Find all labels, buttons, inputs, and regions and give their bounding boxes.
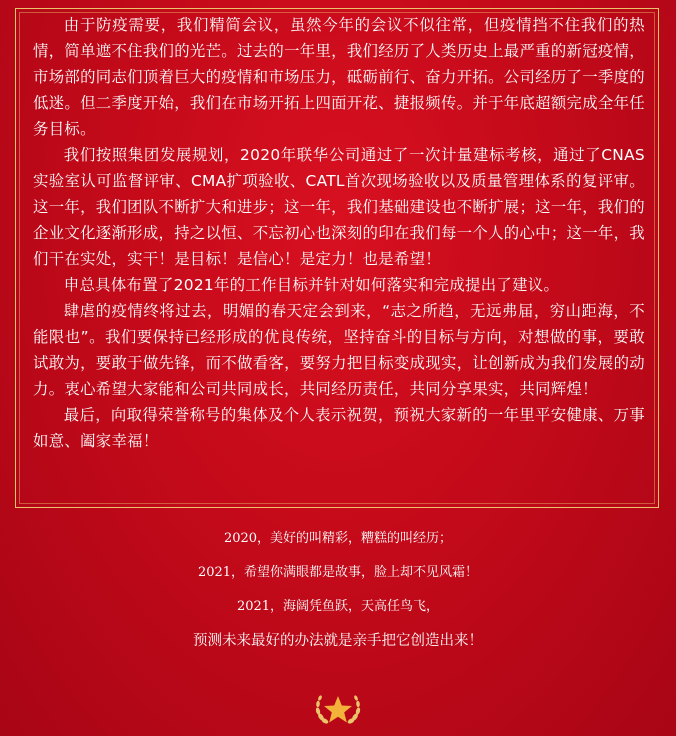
closing-line: 2020，美好的叫精彩，糟糕的叫经历； [223, 531, 453, 546]
article-paragraph: 最后，向取得荣誉称号的集体及个人表示祝贺，预祝大家新的一年里平安健康、万事如意、阖家幸福！ [33, 406, 645, 450]
closing-verses [0, 528, 676, 664]
closing-line: 2021，海阔凭鱼跃，天高任鸟飞， [236, 599, 440, 614]
star-laurel-icon [308, 690, 368, 730]
article-paragraph: 申总具体布置了2021年的工作目标并针对如何落实和完成提出了建议。 [63, 276, 560, 294]
closing-line: 2021，希望你满眼都是故事，脸上却不见风霜！ [197, 565, 479, 580]
closing-line: 预测未来最好的办法就是亲手把它创造出来！ [193, 633, 483, 649]
article-body [33, 12, 645, 454]
article-paragraph: 肆虐的疫情终将过去，明媚的春天定会到来，“志之所趋，无远弗届，穷山距海，不能限也”。我们要保持已经形成的优良传统，坚持奋斗的目标与方向，对想做的事，要敢试敢为，要敢于做先锋，而不做看客，要努力把目标变成现实，让创新成为我们发展的动力。衷心希望大家能和公司共同成长，共同经历责任，共同分享果实，共同辉煌！ [33, 302, 645, 398]
article-paragraph: 由于防疫需要，我们精简会议，虽然今年的会议不似往常，但疫情挡不住我们的热情，简单遮不住我们的光芒。过去的一年里，我们经历了人类历史上最严重的新冠疫情，市场部的同志们顶着巨大的疫情和市场压力，砥砺前行、奋力开拓。公司经历了一季度的低迷。但二季度开始，我们在市场开拓上四面开花、捷报频传。并于年底超额完成全年任务目标。 [33, 16, 645, 138]
article-paragraph: 我们按照集团发展规划，2020年联华公司通过了一次计量建标考核，通过了CNAS实验室认可监督评审、CMA扩项验收、CATL首次现场验收以及质量管理体系的复评审。这一年，我们团队不断扩大和进步；这一年，我们基础建设也不断扩展；这一年，我们的企业文化逐渐形成，持之以恒、不忘初心也深刻的印在我们每一个人的心中；这一年，我们干在实处，实干！是目标！是信心！是定力！也是希望！ [33, 146, 645, 268]
